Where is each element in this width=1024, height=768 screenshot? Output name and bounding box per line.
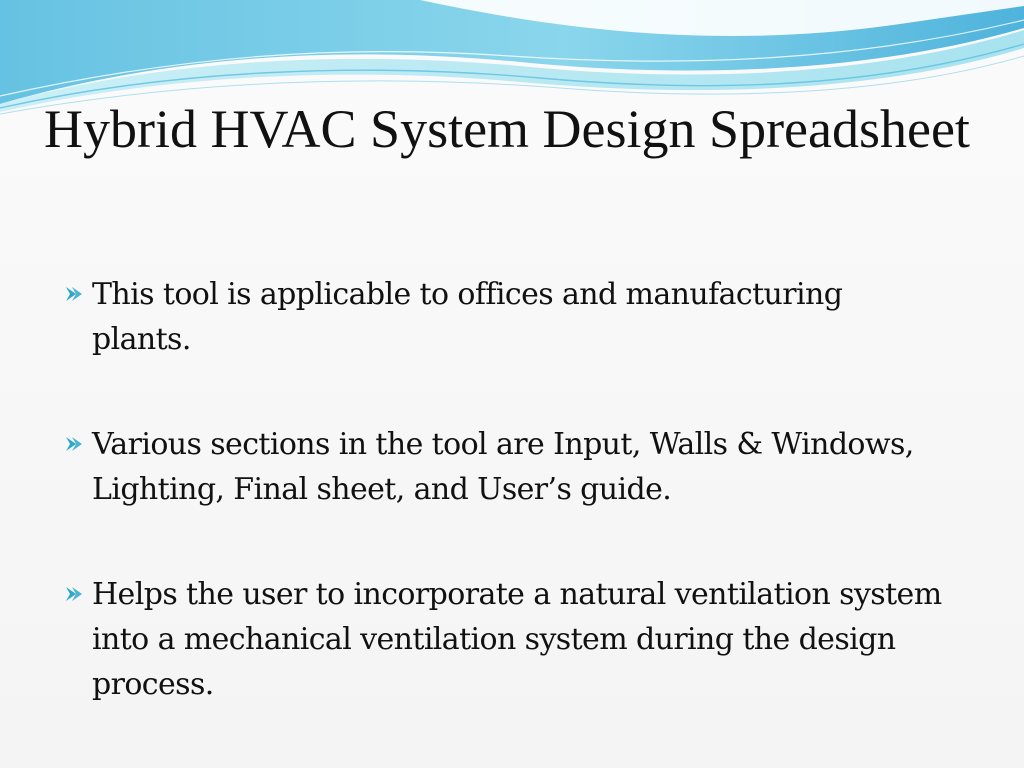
- bullet-item: [64, 422, 944, 512]
- bullet-item: [64, 272, 944, 362]
- bullet-item: [64, 572, 944, 707]
- arrow-right-icon: [64, 584, 86, 604]
- bullet-list: [64, 272, 944, 707]
- arrow-right-icon: [64, 284, 86, 304]
- arrow-right-icon: [64, 434, 86, 454]
- bullet-text: This tool is applicable to offices and manufacturing plants.: [92, 277, 843, 357]
- bullet-text: Helps the user to incorporate a natural ventilation system into a mechanical ventilation system during the design process.: [92, 577, 942, 702]
- bullet-text: Various sections in the tool are Input, Walls & Windows, Lighting, Final sheet, and User’s guide.: [92, 427, 914, 507]
- slide-title: Hybrid HVAC System Design Spreadsheet: [44, 99, 970, 159]
